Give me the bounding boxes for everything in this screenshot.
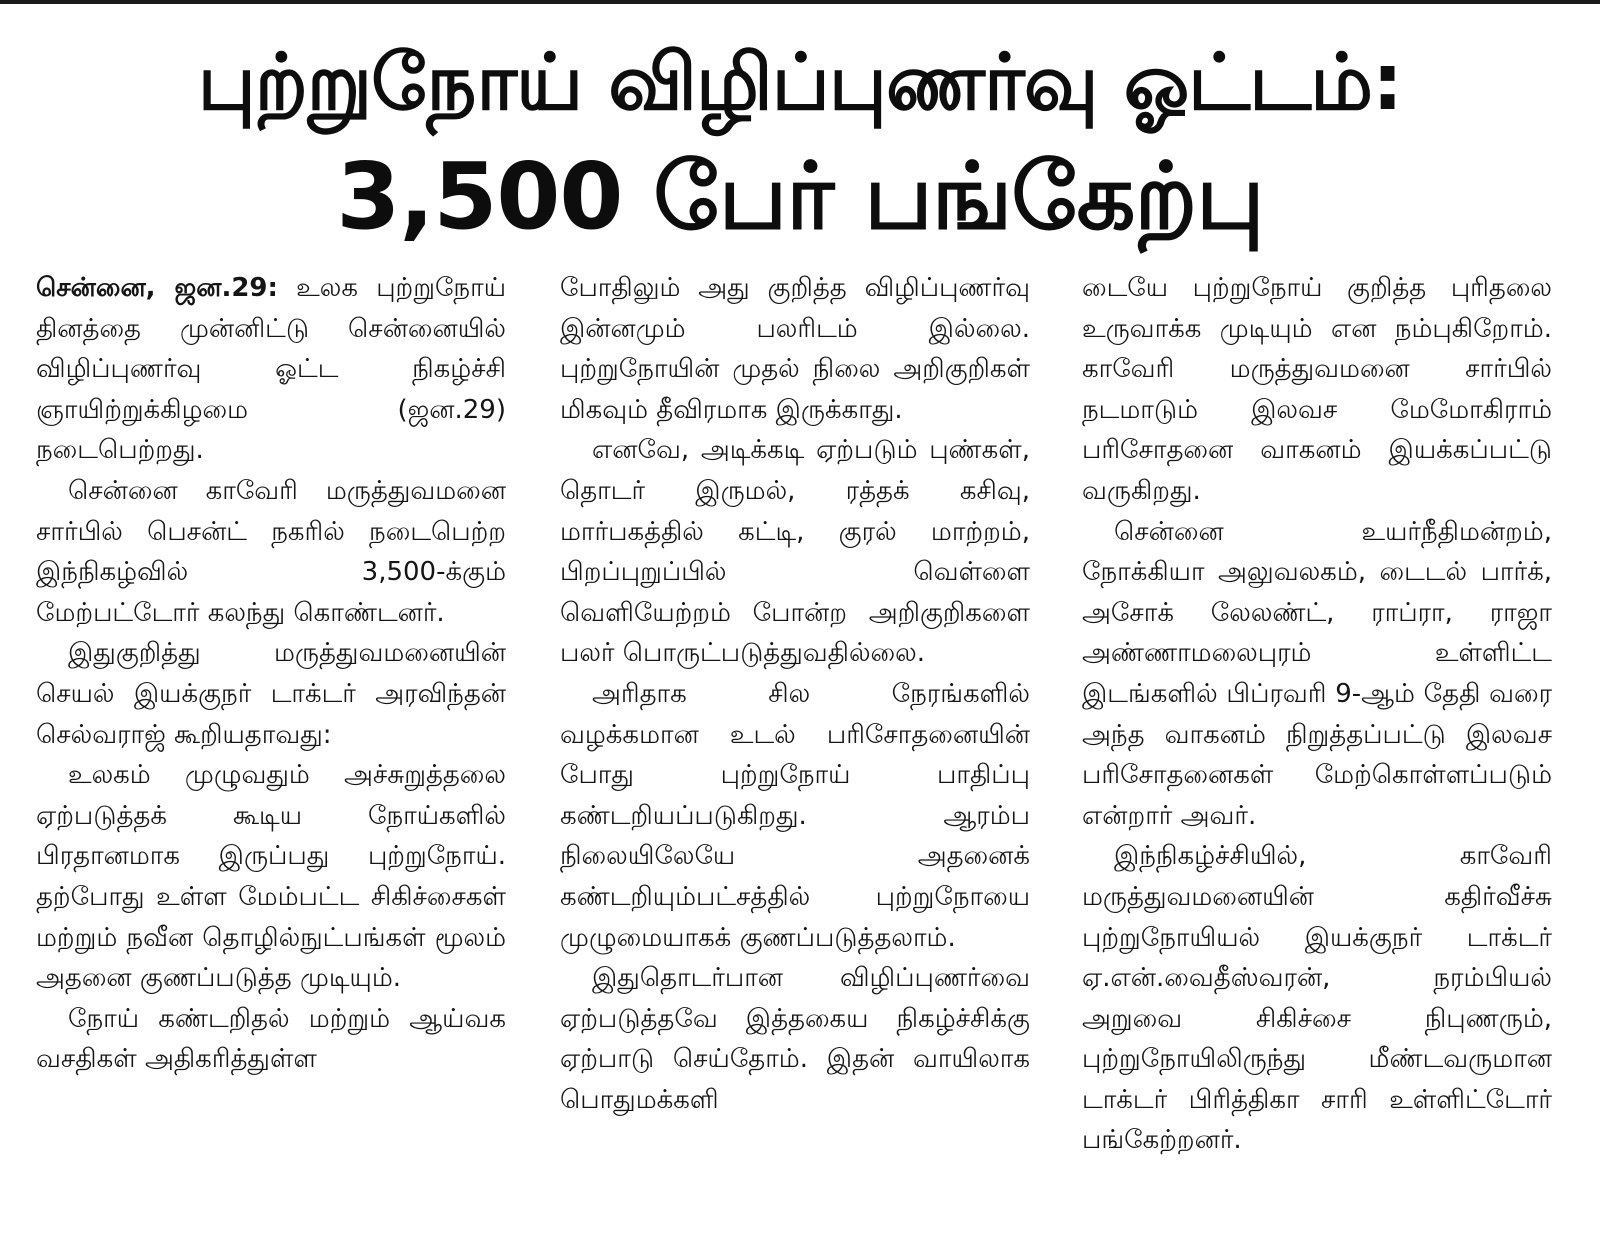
paragraph: இதுகுறித்து மருத்துவமனையின் செயல் இயக்குநர் டாக்டர் அரவிந்தன் செல்வராஜ் கூறியதாவது: xyxy=(36,638,506,750)
article-column-3 xyxy=(1082,268,1552,1161)
paragraph: உலகம் முழுவதும் அச்சுறுத்தலை ஏற்படுத்தக் கூடிய நோய்களில் பிரதானமாக இருப்பது புற்றுநோய். தற்போது உள்ள மேம்பட்ட சிகிச்சைகள் மற்றும் நவீன தொழில்நுட்பங்கள் மூலம் அதனை குணப்படுத்த முடியும். xyxy=(36,760,506,994)
paragraph: சென்னை காவேரி மருத்துவமனை சார்பில் பெசன்ட் நகரில் நடைபெற்ற இந்நிகழ்வில் 3,500-க்கும் மேற்பட்டோர் கலந்து கொண்டனர். xyxy=(36,475,506,628)
article-column-2 xyxy=(560,268,1030,1120)
paragraph: சென்னை உயர்நீதிமன்றம், நோக்கியா அலுவலகம், டைடல் பார்க், அசோக் லேலண்ட், ராப்ரா, ராஜா அண்ணாமலைபுரம் உள்ளிட்ட இடங்களில் பிப்ரவரி 9-ஆம் தேதி வரை அந்த வாகனம் நிறுத்தப்பட்டு இலவச பரிசோதனைகள் மேற்கொள்ளப்படும் என்றார் அவர். xyxy=(1082,516,1552,831)
top-border-rule xyxy=(0,0,1600,4)
paragraph: எனவே, அடிக்கடி ஏற்படும் புண்கள், தொடர் இருமல், ரத்தக் கசிவு, மார்பகத்தில் கட்டி, குரல் மாற்றம், பிறப்புறுப்பில் வெள்ளை வெளியேற்றம் போன்ற அறிகுறிகளை பலர் பொருட்படுத்துவதில்லை. xyxy=(560,435,1030,669)
paragraph xyxy=(36,268,506,471)
headline-line-2: 3,500 பேர் பங்கேற்பு xyxy=(336,143,1264,250)
paragraph: போதிலும் அது குறித்த விழிப்புணர்வு இன்னமும் பலரிடம் இல்லை. புற்றுநோயின் முதல் நிலை அறிகுறிகள் மிகவும் தீவிரமாக இருக்காது. xyxy=(560,273,1030,425)
paragraph: நோய் கண்டறிதல் மற்றும் ஆய்வக வசதிகள் அதிகரித்துள்ள xyxy=(36,1003,506,1075)
paragraph: அரிதாக சில நேரங்களில் வழக்கமான உடல் பரிசோதனையின் போது புற்றுநோய் பாதிப்பு கண்டறியப்படுகிறது. ஆரம்ப நிலையிலேயே அதனைக் கண்டறியும்பட்சத்தில் புற்றுநோயை முழுமையாகக் குணப்படுத்தலாம். xyxy=(560,678,1030,953)
headline xyxy=(0,28,1600,256)
paragraph: இந்நிகழ்ச்சியில், காவேரி மருத்துவமனையின் கதிர்வீச்சு புற்றுநோயியல் இயக்குநர் டாக்டர் ஏ.என்.வைதீஸ்வரன், நரம்பியல் அறுவை சிகிச்சை நிபுணரும், புற்றுநோயிலிருந்து மீண்டவருமான டாக்டர் பிரித்திகா சாரி உள்ளிட்டோர் பங்கேற்றனர். xyxy=(1082,841,1552,1156)
paragraph: இதுதொடர்பான விழிப்புணர்வை ஏற்படுத்தவே இத்தகைய நிகழ்ச்சிக்கு ஏற்பாடு செய்தோம். இதன் வாயிலாக பொதுமக்களி xyxy=(560,963,1030,1115)
paragraph-text: உலக புற்றுநோய் தினத்தை முன்னிட்டு சென்னையில் விழிப்புணர்வு ஓட்ட நிகழ்ச்சி ஞாயிற்றுக்கிழமை (ஜன.29) நடைபெற்றது. xyxy=(36,273,506,466)
headline-line-1: புற்றுநோய் விழிப்புணர்வு ஓட்டம்: xyxy=(197,38,1403,128)
paragraph: டையே புற்றுநோய் குறித்த புரிதலை உருவாக்க முடியும் என நம்புகிறோம். காவேரி மருத்துவமனை சார்பில் நடமாடும் இலவச மேமோகிராம் பரிசோதனை வாகனம் இயக்கப்பட்டு வருகிறது. xyxy=(1082,273,1552,506)
dateline: சென்னை, ஜன.29: xyxy=(36,273,278,303)
article-column-1 xyxy=(36,268,506,1080)
